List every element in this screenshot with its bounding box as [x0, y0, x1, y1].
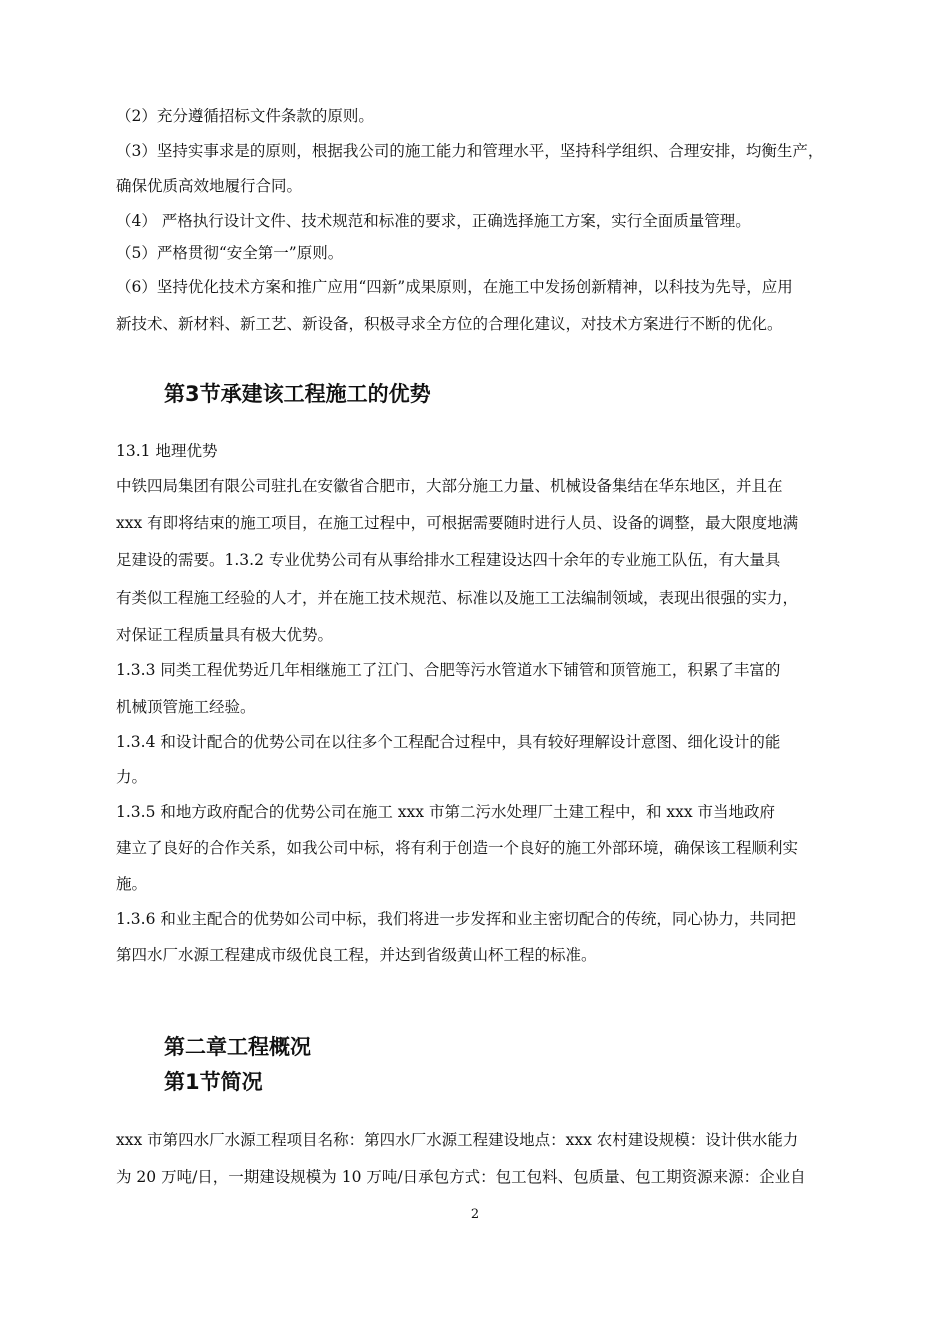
text-line: 第四水厂水源工程建成市级优良工程，并达到省级黄山杯工程的标准。 — [116, 946, 597, 964]
text-line: 确保优质高效地履行合同。 — [116, 177, 303, 195]
text-line: 1.3.6 和业主配合的优势如公司中标，我们将进一步发挥和业主密切配合的传统，同心协力，共同把 — [116, 910, 796, 928]
text-line: 1.3.3 同类工程优势近几年相继施工了江门、合肥等污水管道水下铺管和顶管施工，积累了丰富的 — [116, 661, 781, 679]
text-line: xxx 有即将结束的施工项目，在施工过程中，可根据需要随时进行人员、设备的调整，最大限度地满 — [116, 514, 799, 532]
text-line: （4） 严格执行设计文件、技术规范和标准的要求，正确选择施工方案，实行全面质量管理。 — [116, 212, 751, 230]
text-line: xxx 市第四水厂水源工程项目名称：第四水厂水源工程建设地点：xxx 农村建设规模：设计供水能力 — [116, 1131, 799, 1149]
page-number: 2 — [470, 1207, 480, 1222]
text-line: （2）充分遵循招标文件条款的原则。 — [116, 107, 374, 125]
section-heading: 第3节承建该工程施工的优势 — [164, 382, 431, 406]
text-line: 施。 — [116, 875, 148, 893]
text-line: 建立了良好的合作关系，如我公司中标，将有利于创造一个良好的施工外部环境，确保该工程顺利实 — [116, 839, 799, 857]
text-line: 机械顶管施工经验。 — [116, 698, 256, 716]
text-line: （3）坚持实事求是的原则，根据我公司的施工能力和管理水平，坚持科学组织、合理安排，均衡生产， — [116, 142, 824, 160]
text-line: 新技术、新材料、新工艺、新设备，积极寻求全方位的合理化建议，对技术方案进行不断的优化。 — [116, 315, 783, 333]
text-line: 中铁四局集团有限公司驻扎在安徽省合肥市，大部分施工力量、机械设备集结在华东地区，并且在 — [116, 477, 783, 495]
chapter-heading: 第二章工程概况 — [164, 1035, 311, 1059]
text-line: 足建设的需要。1.3.2 专业优势公司有从事给排水工程建设达四十余年的专业施工队伍，有大量具 — [116, 551, 781, 569]
text-line: 力。 — [116, 768, 148, 786]
text-line: 有类似工程施工经验的人才，并在施工技术规范、标准以及施工工法编制领域，表现出很强的实力， — [116, 589, 799, 607]
text-line: （5）严格贯彻“安全第一”原则。 — [116, 244, 344, 262]
text-line: 13.1 地理优势 — [116, 442, 218, 460]
text-line: 为 20 万吨/日，一期建设规模为 10 万吨/日承包方式：包工包料、包质量、包工期资源来源：企业自 — [116, 1168, 806, 1186]
text-line: 对保证工程质量具有极大优势。 — [116, 626, 334, 644]
text-line: 1.3.5 和地方政府配合的优势公司在施工 xxx 市第二污水处理厂土建工程中，和 xxx 市当地政府 — [116, 803, 776, 821]
text-line: （6）坚持优化技术方案和推广应用“四新”成果原则，在施工中发扬创新精神，以科技为先导，应用 — [116, 278, 793, 296]
text-line: 1.3.4 和设计配合的优势公司在以往多个工程配合过程中，具有较好理解设计意图、细化设计的能 — [116, 733, 781, 751]
subsection-heading: 第1节简况 — [164, 1070, 263, 1094]
